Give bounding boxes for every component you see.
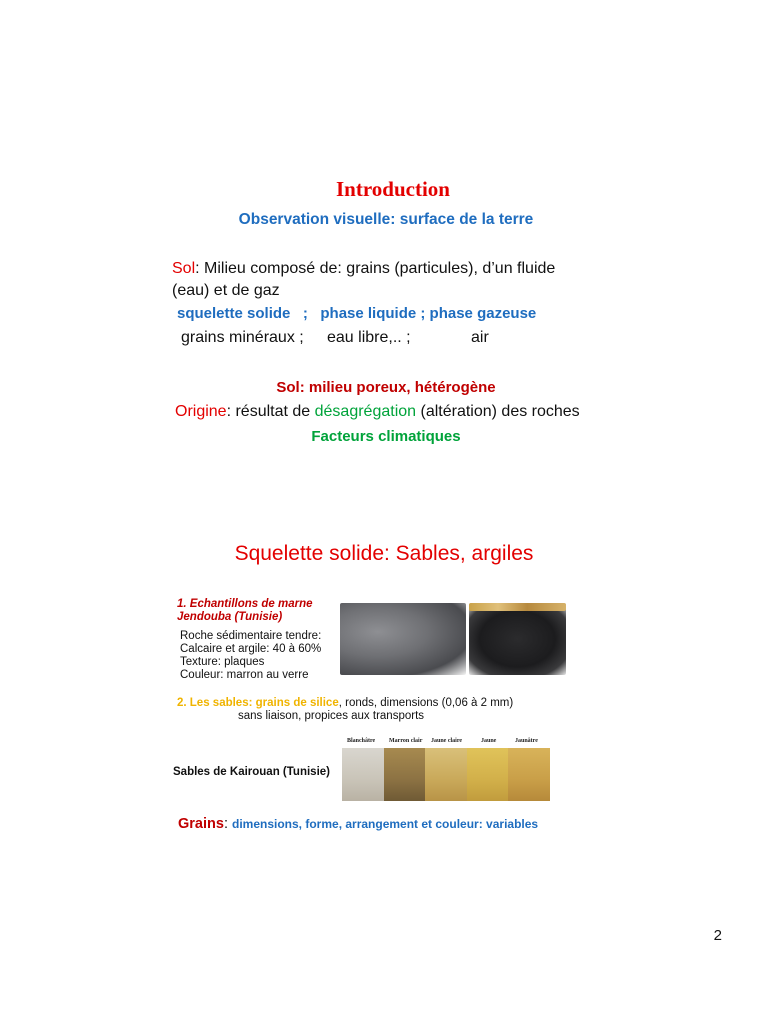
- sample-label-5: Jaunâtre: [515, 738, 538, 744]
- marne-sample-photo-grey: [340, 603, 466, 675]
- page-title: Introduction: [336, 177, 450, 201]
- origine-highlight: désagrégation: [314, 403, 417, 420]
- grains-line: [178, 815, 538, 833]
- phase-solid-value: grains minéraux ;: [181, 329, 304, 346]
- marne-line-4: Couleur: marron au verre: [180, 669, 309, 681]
- sol-text-1: : Milieu composé de: grains (particules), d’un fluide: [195, 260, 556, 277]
- sand-sample-light-yellow: [425, 748, 467, 801]
- sand-sample-whitish: [342, 748, 384, 801]
- sables-caption: Sables de Kairouan (Tunisie): [173, 766, 330, 778]
- sol-label: Sol: [172, 260, 196, 277]
- origine-text-2: (altération) des roches: [416, 403, 580, 420]
- phase-liquid-value: eau libre,.. ;: [327, 329, 411, 346]
- grains-label: Grains: [178, 816, 224, 832]
- sol-poreux-line: Sol: milieu poreux, hétérogène: [276, 379, 496, 396]
- marne-heading-2: Jendouba (Tunisie): [177, 611, 283, 623]
- sables-text-1: , ronds, dimensions (0,06 à 2 mm): [338, 697, 514, 709]
- sand-sample-yellow: [467, 748, 509, 801]
- sables-line-1: [177, 697, 513, 709]
- marne-line-2: Calcaire et argile: 40 à 60%: [180, 643, 322, 655]
- page-number: 2: [713, 927, 722, 944]
- sample-label-4: Jaune: [481, 738, 497, 744]
- sand-sample-light-brown: [384, 748, 426, 801]
- sand-sample-yellowish: [508, 748, 550, 801]
- marne-sample-photo-background: [469, 603, 566, 611]
- sample-label-2: Marron clair: [389, 738, 423, 744]
- marne-sample-photo-dark: [469, 603, 566, 675]
- grains-highlight: dimensions, forme, arrangement et couleur: variables: [232, 817, 539, 831]
- sables-label: 2. Les sables: grains de silice: [177, 697, 339, 709]
- sample-label-3: Jaune claire: [431, 738, 463, 744]
- origine-line: [175, 403, 580, 421]
- phases-line: squelette solide ; phase liquide ; phase gazeuse: [177, 305, 537, 322]
- sand-samples-photo: [342, 748, 550, 801]
- observation-subtitle: Observation visuelle: surface de la terre: [238, 211, 534, 228]
- section-title: Squelette solide: Sables, argiles: [234, 542, 534, 565]
- sample-label-1: Blanchâtre: [347, 738, 376, 744]
- phase-gas-value: air: [471, 329, 489, 346]
- origine-text-1: : résultat de: [226, 403, 315, 420]
- marne-line-3: Texture: plaques: [180, 656, 265, 668]
- sol-definition-line-1: [172, 260, 555, 278]
- facteurs-line: Facteurs climatiques: [311, 428, 461, 445]
- sables-line-2: sans liaison, propices aux transports: [238, 710, 425, 722]
- sol-definition-line-2: (eau) et de gaz: [172, 282, 280, 299]
- marne-line-1: Roche sédimentaire tendre:: [180, 630, 322, 642]
- origine-label: Origine: [175, 403, 227, 420]
- grains-text: :: [223, 816, 232, 832]
- marne-heading-1: 1. Echantillons de marne: [177, 598, 313, 610]
